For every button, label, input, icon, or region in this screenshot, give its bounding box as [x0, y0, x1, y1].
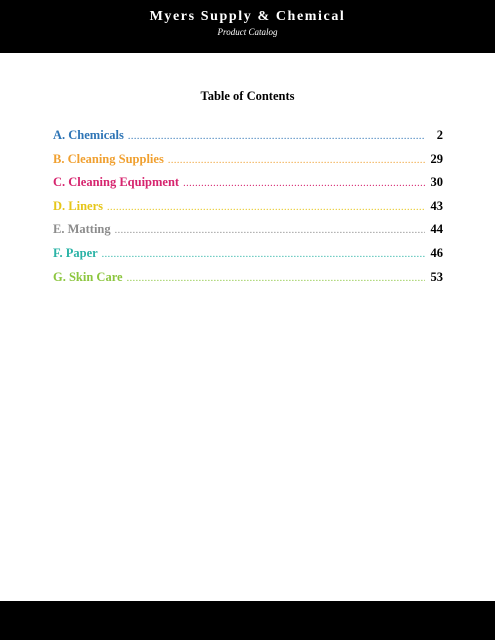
dot-leader — [183, 176, 425, 191]
toc-entry-label[interactable]: A. Chemicals — [53, 128, 124, 142]
toc-entry-label[interactable]: D. Liners — [53, 198, 103, 213]
dot-leader — [128, 129, 425, 144]
toc-entry-page: 44 — [430, 222, 443, 237]
toc-entry-matting[interactable] — [53, 222, 443, 246]
toc-entry-page: 29 — [430, 151, 443, 166]
toc-entry-liners[interactable] — [53, 199, 443, 223]
toc-entry-label[interactable]: F. Paper — [53, 245, 98, 260]
toc-entry-skin-care[interactable] — [53, 270, 443, 294]
toc-title: Table of Contents — [200, 89, 295, 103]
toc-entry-chemicals[interactable] — [53, 128, 443, 152]
dot-leader — [115, 223, 425, 238]
dot-leader — [168, 153, 425, 168]
dot-leader — [107, 200, 425, 215]
toc-entry-paper[interactable] — [53, 246, 443, 270]
toc-entry-page: 2 — [436, 128, 443, 142]
toc-entry-label[interactable]: C. Cleaning Equipment — [53, 175, 180, 190]
toc-list — [53, 128, 443, 293]
toc-entry-label[interactable]: B. Cleaning Supplies — [53, 151, 164, 166]
toc-entry-page: 53 — [430, 269, 443, 284]
catalog-footer — [0, 601, 495, 640]
toc-entry-page: 30 — [430, 175, 443, 190]
toc-entry-label[interactable]: G. Skin Care — [53, 269, 123, 284]
toc-entry-cleaning-supplies[interactable] — [53, 152, 443, 176]
toc-entry-label[interactable]: E. Matting — [53, 222, 111, 237]
company-name: Myers Supply & Chemical — [149, 9, 346, 24]
toc-entry-page: 43 — [430, 198, 443, 213]
catalog-header — [0, 0, 495, 53]
dot-leader — [102, 247, 425, 262]
toc-entry-cleaning-equipment[interactable] — [53, 175, 443, 199]
toc-entry-page: 46 — [430, 245, 443, 260]
catalog-subtitle: Product Catalog — [217, 27, 278, 37]
dot-leader — [127, 271, 425, 286]
